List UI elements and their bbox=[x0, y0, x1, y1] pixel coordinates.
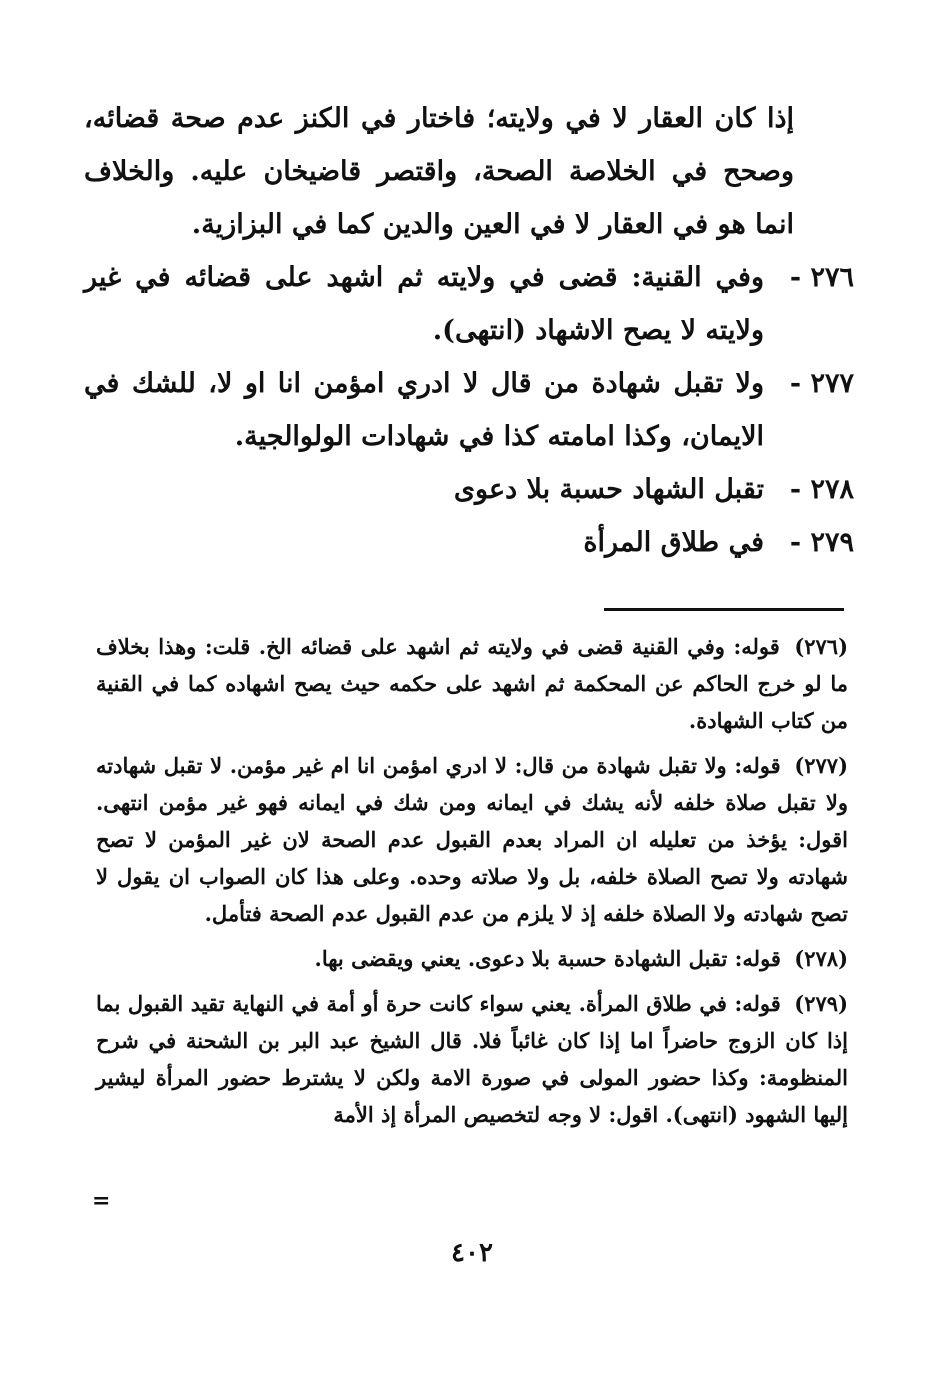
entry-number: ٢٧٨ - bbox=[789, 474, 854, 505]
footnote-text: ولا تقبل شهادة من قال: لا ادري امؤمن انا ام غير مؤمن. لا تقبل شهادته ولا تقبل صلاة خلفه لأنه يشك في ايمانه ومن شك في ايمانه فهو غير مؤمن انتهى. اقول: يؤخذ من تعليله ان المراد بعدم القبول عدم الصحة لان غير المؤمن لا تصح شهادته ولا تصح الصلاة خلفه، بل ولا صلاته وحده. وعلى هذا كان الصواب ان يقول لا تصح شهادته ولا الصلاة خلفه إذ لا يلزم من عدم القبول عدم الصحة فتأمل. bbox=[96, 753, 848, 926]
entry-text: ولا تقبل شهادة من قال لا ادري امؤمن انا او لا، للشك في الايمان، وكذا امامته كذا في شهادات الولوالجية. bbox=[84, 368, 764, 452]
footnote-text: في طلاق المرأة. يعني سواء كانت حرة أو أمة في النهاية تقيد القبول بما إذا كان الزوج حاضراً اما إذا كان غائباً فلا. قال الشيخ عبد البر بن الشحنة في شرح المنظومة: وكذا حضور المولى في صورة الامة ولكن لا يشترط حضور المرأة ليشير إليها الشهود (انتهى). اقول: لا وجه لتخصيص المرأة إذ الأمة bbox=[96, 991, 848, 1127]
intro-paragraph: إذا كان العقار لا في ولايته؛ فاختار في الكنز عدم صحة قضائه، وصحح في الخلاصة الصحة، واقتصر قاضيخان عليه. والخلاف انما هو في العقار لا في العين والدين كما في البزازية. bbox=[84, 103, 794, 240]
footnote-divider bbox=[604, 608, 844, 611]
entry-278 bbox=[84, 463, 854, 516]
entry-279 bbox=[84, 516, 854, 569]
footnote-keyword: قوله: bbox=[734, 753, 781, 778]
entry-number: ٢٧٩ - bbox=[789, 527, 854, 558]
footnote-279 bbox=[96, 985, 848, 1133]
footnote-number: (٢٧٨) bbox=[794, 946, 848, 971]
footnote-number: (٢٧٦) bbox=[794, 634, 849, 659]
footnote-277 bbox=[96, 747, 848, 932]
footnote-number: (٢٧٩) bbox=[794, 991, 849, 1016]
footnote-278 bbox=[96, 940, 848, 977]
entry-text: في طلاق المرأة bbox=[583, 527, 764, 558]
entry-276 bbox=[84, 251, 854, 357]
entry-text: وفي القنية: قضى في ولايته ثم اشهد على قضائه في غير ولايته لا يصح الاشهاد (انتهى). bbox=[84, 262, 764, 346]
entry-text: تقبل الشهاد حسبة بلا دعوى bbox=[453, 474, 764, 505]
footnote-number: (٢٧٧) bbox=[794, 753, 849, 778]
entry-number: ٢٧٧ - bbox=[789, 368, 854, 399]
entry-number: ٢٧٦ - bbox=[789, 262, 854, 293]
footnote-276 bbox=[96, 628, 848, 739]
entry-277 bbox=[84, 357, 854, 463]
footnote-keyword: قوله: bbox=[734, 946, 781, 971]
footnote-text: وفي القنية قضى في ولايته ثم اشهد على قضائه الخ. قلت: وهذا بخلاف ما لو خرج الحاكم عن المحكمة ثم اشهد على حكمه حيث يصح اشهاده كما في القنية من كتاب الشهادة. bbox=[96, 634, 848, 733]
footnote-text: تقبل الشهادة حسبة بلا دعوى. يعني ويقضى بها. bbox=[314, 946, 728, 971]
continuation-mark: = bbox=[92, 1188, 111, 1214]
footnote-keyword: قوله: bbox=[734, 991, 781, 1016]
footnotes bbox=[96, 628, 848, 1141]
page-number: ٤٠٢ bbox=[451, 1238, 493, 1268]
footnote-keyword: قوله: bbox=[733, 634, 780, 659]
main-text bbox=[84, 92, 854, 569]
